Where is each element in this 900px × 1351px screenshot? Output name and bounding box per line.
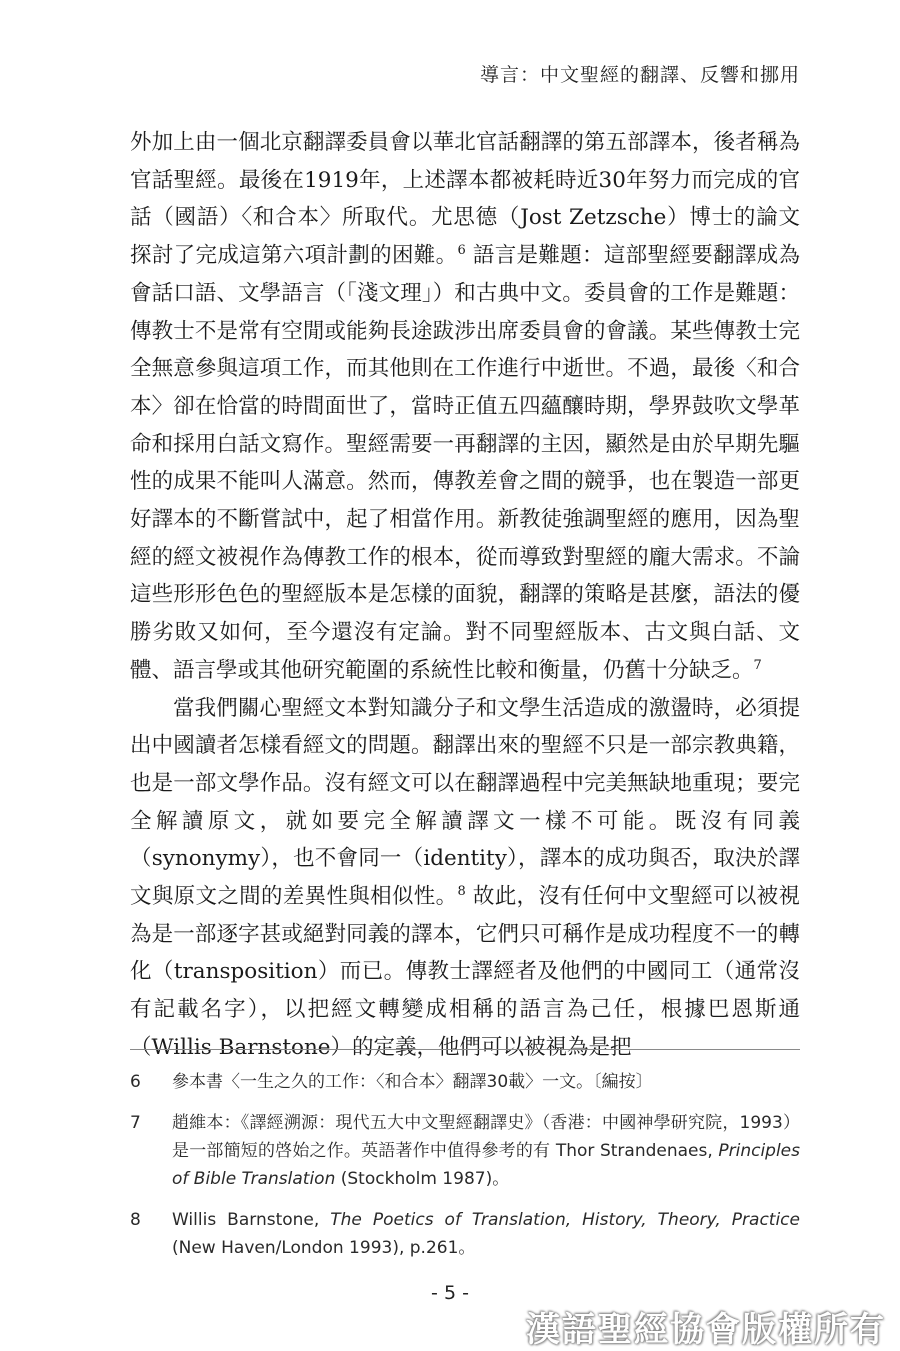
footnote-8: [130, 1206, 800, 1262]
footnote-text: 參本書〈一生之久的工作：〈和合本〉翻譯30載〉一文。〔編按〕: [172, 1072, 653, 1092]
paragraph-text: 語言是難題：這部聖經要翻譯成為會話口語、文學語言（「淺文理」）和古典中文。委員會的工作是難題：傳教士不是常有空閒或能夠長途跋涉出席委員會的會議。某些傳教士完全無意參與這項工作，而其他則在工作進行中逝世。不過，最後〈和合本〉卻在恰當的時間面世了，當時正值五四蘊釀時期，學界鼓吹文學革命和採用白話文寫作。聖經需要一再翻譯的主因，顯然是由於早期先驅性的成果不能叫人滿意。然而，傳教差會之間的競爭，也在製造一部更好譯本的不斷嘗試中，起了相當作用。新教徒強調聖經的應用，因為聖經的經文被視作為傳教工作的根本，從而導致對聖經的龐大需求。不論這些形形色色的聖經版本是怎樣的面貌，翻譯的策略是甚麼，語法的優勝劣敗又如何，至今還沒有定論。對不同聖經版本、古文與白話、文體、語言學或其他研究範圍的系統性比較和衡量，仍舊十分缺乏。: [130, 243, 800, 683]
footnote-text-part: (Stockholm 1987)。: [335, 1169, 510, 1189]
footnote-divider: [130, 1049, 800, 1050]
footnote-ref-7[interactable]: 7: [753, 657, 762, 673]
running-header: 導言：中文聖經的翻譯、反響和挪用: [479, 64, 800, 86]
footnote-ref-6[interactable]: 6: [457, 243, 466, 259]
footnote-text-part: (New Haven/London 1993), p.261。: [172, 1238, 476, 1258]
book-title: Principles of Bible Translation: [172, 1141, 800, 1189]
paragraph-text: 當我們關心聖經文本對知識分子和文學生活造成的激盪時，必須提出中國讀者怎樣看經文的問題。翻譯出來的聖經不只是一部宗教典籍，也是一部文學作品。沒有經文可以在翻譯過程中完美無缺地重現；要完全解讀原文，就如要完全解讀譯文一樣不可能。既沒有同義（synonymy），也不會同一（identity），譯本的成功與否，取決於譯文與原文之間的差異性與相似性。: [130, 695, 800, 910]
footnote-text: [172, 1206, 800, 1262]
book-title: The Poetics of Translation, History, Theory, Practice: [330, 1210, 800, 1230]
paragraph-text: 故此，沒有任何中文聖經可以被視為是一部逐字甚或絕對同義的譯本，它們只可稱作是成功程度不一的轉化（transposition）而已。傳教士譯經者及他們的中國同工（通常沒有記載名字），以把經文轉變成相稱的語言為己任，根據巴恩斯通（Willis Barnstone）的定義，他們可以被視為是把: [130, 884, 800, 1060]
footnote-6: [130, 1068, 800, 1096]
footnote-text: [172, 1109, 800, 1193]
footnote-number: 7: [130, 1113, 141, 1133]
page-number: - 5 -: [431, 1282, 469, 1304]
footnote-number: 6: [130, 1072, 141, 1092]
copyright-watermark: 漢語聖經協會版權所有: [526, 1310, 886, 1350]
footnote-text-part: Willis Barnstone,: [172, 1210, 331, 1230]
footnotes: [130, 1068, 800, 1275]
main-text: [130, 124, 800, 1067]
paragraph-1: [130, 124, 800, 690]
footnote-number: 8: [130, 1210, 141, 1230]
footnote-text-part: 趙維本：《譯經溯源：現代五大中文聖經翻譯史》（香港：中國神學研究院，1993）是一部簡短的啓始之作。英語著作中值得參考的有 Thor Strandenaes,: [172, 1113, 800, 1161]
footnote-7: [130, 1109, 800, 1193]
footnote-ref-8[interactable]: 8: [457, 884, 466, 900]
paragraph-text: 外加上由一個北京翻譯委員會以華北官話翻譯的第五部譯本，後者稱為官話聖經。最後在1919年，上述譯本都被耗時近30年努力而完成的官話（國語）〈和合本〉所取代。尤思德（Jost Zetzsche）博士的論文探討了完成這第六項計劃的困難。: [130, 130, 800, 269]
paragraph-2: [130, 690, 800, 1067]
